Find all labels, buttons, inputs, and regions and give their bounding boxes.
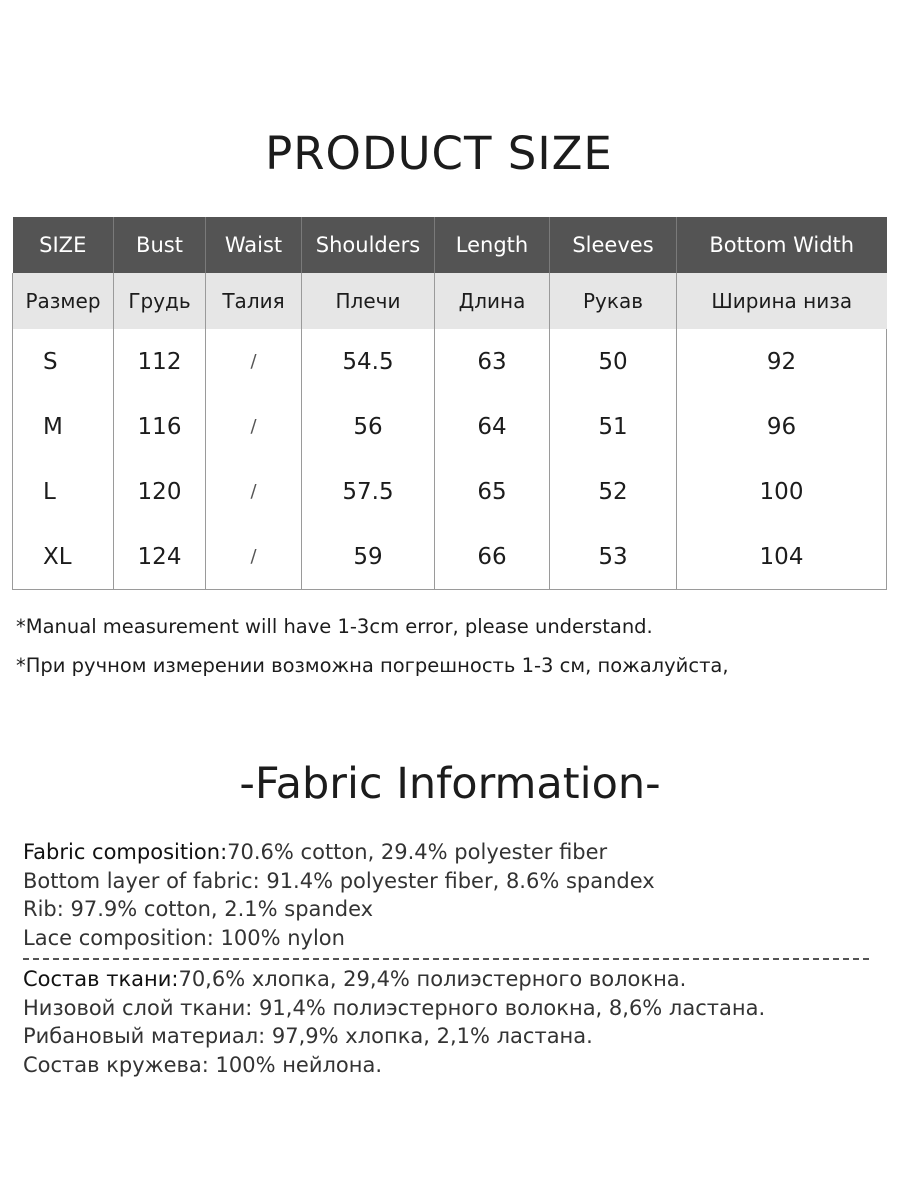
fabric-line bbox=[23, 1022, 883, 1051]
header-bottom-width: Bottom Width bbox=[677, 217, 887, 273]
header-bust-ru: Грудь bbox=[114, 273, 206, 329]
header-shoulders-ru: Плечи bbox=[302, 273, 435, 329]
fabric-section-title: -Fabric Information- bbox=[239, 759, 661, 809]
cell-bottom-width: 104 bbox=[677, 524, 887, 590]
cell-shoulders: 54.5 bbox=[302, 329, 435, 394]
header-sleeves-ru: Рукав bbox=[550, 273, 677, 329]
cell-bust: 112 bbox=[114, 329, 206, 394]
fabric-line-text: 70,6% хлопка, 29,4% полиэстерного волокна. bbox=[178, 967, 687, 991]
cell-waist: / bbox=[206, 329, 302, 394]
cell-sleeves: 50 bbox=[550, 329, 677, 394]
dashed-divider bbox=[23, 958, 869, 960]
fabric-line bbox=[23, 1051, 883, 1080]
cell-bottom-width: 92 bbox=[677, 329, 887, 394]
header-length-ru: Длина bbox=[435, 273, 550, 329]
fabric-line bbox=[23, 838, 883, 867]
cell-length: 66 bbox=[435, 524, 550, 590]
fabric-line-text: Состав кружева: 100% нейлона. bbox=[23, 1052, 383, 1077]
cell-waist: / bbox=[206, 394, 302, 459]
fabric-info-ru bbox=[23, 965, 883, 1079]
cell-length: 64 bbox=[435, 394, 550, 459]
fabric-line-text: Rib: 97.9% cotton, 2.1% spandex bbox=[23, 897, 374, 921]
cell-length: 65 bbox=[435, 459, 550, 524]
cell-length: 63 bbox=[435, 329, 550, 394]
header-sleeves: Sleeves bbox=[550, 217, 677, 273]
header-length: Length bbox=[435, 217, 550, 273]
cell-sleeves: 52 bbox=[550, 459, 677, 524]
header-row-ru bbox=[13, 273, 887, 329]
header-bottom-width-ru: Ширина низа bbox=[677, 273, 887, 329]
cell-size: XL bbox=[13, 524, 114, 590]
page-title: PRODUCT SIZE bbox=[265, 127, 613, 180]
header-size-ru: Размер bbox=[13, 273, 114, 329]
fabric-line bbox=[23, 867, 883, 896]
measurement-note-ru: *При ручном измерении возможна погрешность 1-3 см, пожалуйста, bbox=[16, 654, 729, 677]
fabric-line-label: Fabric composition: bbox=[23, 840, 228, 864]
table-row bbox=[13, 459, 887, 524]
header-waist: Waist bbox=[206, 217, 302, 273]
fabric-line-text: Bottom layer of fabric: 91.4% polyester fiber, 8.6% spandex bbox=[23, 868, 655, 893]
measurement-note-en: *Manual measurement will have 1-3cm error, please understand. bbox=[16, 615, 653, 638]
fabric-line-text: Lace composition: 100% nylon bbox=[23, 925, 345, 950]
cell-bust: 124 bbox=[114, 524, 206, 590]
cell-shoulders: 56 bbox=[302, 394, 435, 459]
fabric-line-label: Состав ткани: bbox=[23, 967, 179, 991]
fabric-line bbox=[23, 924, 883, 953]
cell-size: M bbox=[13, 394, 114, 459]
cell-shoulders: 59 bbox=[302, 524, 435, 590]
cell-size: S bbox=[13, 329, 114, 394]
cell-size: L bbox=[13, 459, 114, 524]
header-shoulders: Shoulders bbox=[302, 217, 435, 273]
fabric-line-text: 70.6% cotton, 29.4% polyester fiber bbox=[227, 840, 608, 864]
cell-waist: / bbox=[206, 524, 302, 590]
header-waist-ru: Талия bbox=[206, 273, 302, 329]
cell-waist: / bbox=[206, 459, 302, 524]
cell-sleeves: 53 bbox=[550, 524, 677, 590]
cell-bottom-width: 96 bbox=[677, 394, 887, 459]
cell-bust: 116 bbox=[114, 394, 206, 459]
fabric-line bbox=[23, 965, 883, 994]
table-row bbox=[13, 524, 887, 590]
cell-bust: 120 bbox=[114, 459, 206, 524]
cell-bottom-width: 100 bbox=[677, 459, 887, 524]
table-row bbox=[13, 394, 887, 459]
size-table bbox=[12, 217, 887, 590]
cell-sleeves: 51 bbox=[550, 394, 677, 459]
fabric-line bbox=[23, 994, 883, 1023]
table-row bbox=[13, 329, 887, 394]
header-size: SIZE bbox=[13, 217, 114, 273]
header-bust: Bust bbox=[114, 217, 206, 273]
fabric-line bbox=[23, 895, 883, 924]
fabric-info-en bbox=[23, 838, 883, 952]
header-row-en bbox=[13, 217, 887, 273]
fabric-line-text: Рибановый материал: 97,9% хлопка, 2,1% ластана. bbox=[23, 1024, 593, 1048]
cell-shoulders: 57.5 bbox=[302, 459, 435, 524]
fabric-line-text: Низовой слой ткани: 91,4% полиэстерного волокна, 8,6% ластана. bbox=[23, 995, 766, 1020]
